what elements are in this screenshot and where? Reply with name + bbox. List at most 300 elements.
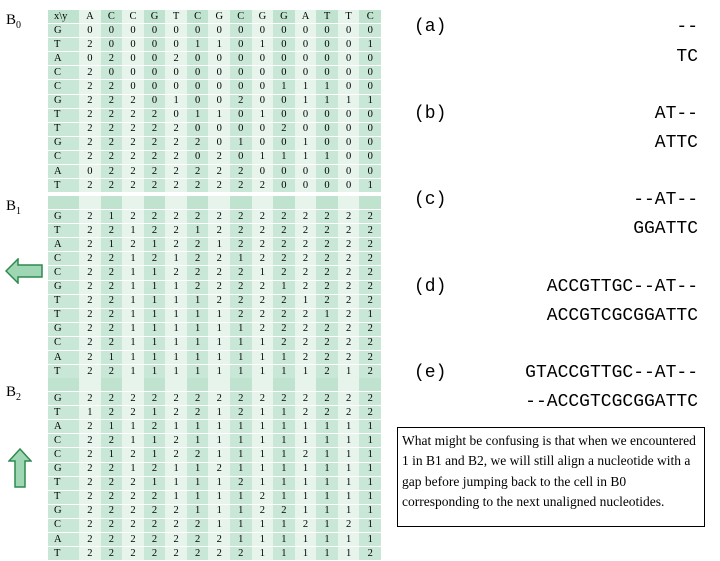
matrix-cell: 0 <box>338 38 360 52</box>
matrix-cell: 0 <box>230 52 252 66</box>
matrix-cell: 1 <box>252 38 274 52</box>
matrix-column-header <box>208 378 230 392</box>
matrix-cell: 0 <box>359 108 381 122</box>
matrix-row <box>48 238 381 252</box>
matrix-cell: 1 <box>295 94 317 108</box>
matrix-cell: 1 <box>208 322 230 336</box>
matrix-cell: 2 <box>101 280 123 294</box>
matrix-cell: 0 <box>295 108 317 122</box>
matrix-cell: 2 <box>165 122 187 136</box>
matrix-cell: 2 <box>338 322 360 336</box>
matrix-cell: 1 <box>208 476 230 490</box>
matrix-cell: 1 <box>252 108 274 122</box>
matrix-cell: 2 <box>338 392 360 406</box>
matrix-cell: 2 <box>187 266 209 280</box>
matrix-cell: 1 <box>273 351 295 365</box>
matrix-cell: 2 <box>208 252 230 266</box>
matrix-cell: 0 <box>338 66 360 80</box>
matrix-cell: 1 <box>338 420 360 434</box>
matrix-cell: 0 <box>144 94 166 108</box>
matrix-row <box>48 547 381 561</box>
matrix-cell: 1 <box>144 448 166 462</box>
matrix-cell: 2 <box>144 136 166 150</box>
matrix-row-header: C <box>48 252 79 266</box>
matrix-cell: 1 <box>144 336 166 350</box>
matrix-cell: 0 <box>165 80 187 94</box>
matrix-cell: 2 <box>316 266 338 280</box>
alignment-b-line1: AT-- <box>654 104 698 124</box>
matrix-cell: 1 <box>316 547 338 561</box>
matrix-cell: 1 <box>359 94 381 108</box>
matrix-cell: 2 <box>122 533 144 547</box>
matrix-cell: 2 <box>295 224 317 238</box>
matrix-cell: 0 <box>208 136 230 150</box>
matrix-column-header <box>187 378 209 392</box>
matrix-cell: 1 <box>316 462 338 476</box>
matrix-cell: 1 <box>252 476 274 490</box>
alignment-d-line1: ACCGTTGC--AT-- <box>546 277 698 297</box>
matrix-cell: 2 <box>316 365 338 379</box>
matrix-cell: 0 <box>338 150 360 164</box>
matrix-column-header <box>122 196 144 210</box>
alignment-b-label: (b) <box>414 104 447 124</box>
matrix-cell: 1 <box>187 351 209 365</box>
matrix-row-header: G <box>48 136 79 150</box>
matrix-cell: 2 <box>79 94 101 108</box>
matrix-cell: 2 <box>101 94 123 108</box>
matrix-cell: 1 <box>273 490 295 504</box>
matrix-cell: 0 <box>295 165 317 179</box>
matrix-row <box>48 406 381 420</box>
matrix-b0-label <box>6 12 21 31</box>
matrix-cell: 1 <box>230 434 252 448</box>
matrix-cell: 1 <box>338 547 360 561</box>
matrix-cell: 2 <box>252 280 274 294</box>
matrix-cell: 1 <box>122 336 144 350</box>
matrix-column-header: G <box>252 10 274 24</box>
matrix-cell: 1 <box>187 490 209 504</box>
matrix-b2-table <box>48 378 381 561</box>
matrix-cell: 0 <box>144 66 166 80</box>
matrix-cell: 0 <box>338 165 360 179</box>
matrix-cell: 0 <box>144 38 166 52</box>
matrix-row <box>48 150 381 164</box>
matrix-cell: 2 <box>165 406 187 420</box>
matrix-corner-cell <box>48 378 79 392</box>
matrix-cell: 1 <box>165 308 187 322</box>
matrix-cell: 1 <box>144 280 166 294</box>
matrix-cell: 0 <box>273 38 295 52</box>
matrix-cell: 2 <box>187 533 209 547</box>
matrix-cell: 2 <box>122 165 144 179</box>
matrix-cell: 2 <box>273 238 295 252</box>
matrix-cell: 2 <box>187 179 209 193</box>
matrix-column-header: C <box>101 10 123 24</box>
matrix-cell: 2 <box>122 490 144 504</box>
matrix-cell: 0 <box>208 122 230 136</box>
matrix-cell: 2 <box>144 150 166 164</box>
matrix-row-header: G <box>48 24 79 38</box>
matrix-cell: 0 <box>316 122 338 136</box>
matrix-row <box>48 266 381 280</box>
matrix-row <box>48 462 381 476</box>
matrix-cell: 2 <box>230 165 252 179</box>
matrix-cell: 1 <box>273 150 295 164</box>
matrix-cell: 2 <box>122 547 144 561</box>
matrix-cell: 2 <box>316 280 338 294</box>
matrix-cell: 1 <box>295 365 317 379</box>
matrix-cell: 1 <box>144 365 166 379</box>
alignment-c-line2: GGATTC <box>633 219 698 239</box>
matrix-cell: 2 <box>144 122 166 136</box>
matrix-cell: 1 <box>252 266 274 280</box>
matrix-cell: 2 <box>144 165 166 179</box>
matrix-row-header: C <box>48 448 79 462</box>
matrix-cell: 1 <box>316 420 338 434</box>
matrix-cell: 2 <box>101 294 123 308</box>
matrix-column-header <box>122 378 144 392</box>
matrix-row-header: G <box>48 210 79 224</box>
matrix-cell: 2 <box>144 490 166 504</box>
matrix-cell: 1 <box>252 420 274 434</box>
matrix-cell: 1 <box>252 406 274 420</box>
matrix-row <box>48 224 381 238</box>
matrix-cell: 0 <box>165 24 187 38</box>
matrix-cell: 2 <box>230 224 252 238</box>
matrix-cell: 0 <box>273 165 295 179</box>
matrix-row-header: A <box>48 533 79 547</box>
matrix-cell: 2 <box>79 294 101 308</box>
matrix-cell: 2 <box>79 420 101 434</box>
matrix-cell: 2 <box>295 351 317 365</box>
matrix-cell: 2 <box>295 252 317 266</box>
matrix-cell: 2 <box>316 210 338 224</box>
matrix-label-sub: 0 <box>16 20 22 31</box>
matrix-cell: 1 <box>252 448 274 462</box>
matrix-row-header: A <box>48 52 79 66</box>
matrix-cell: 2 <box>273 294 295 308</box>
matrix-row <box>48 336 381 350</box>
matrix-cell: 2 <box>273 308 295 322</box>
matrix-cell: 1 <box>165 351 187 365</box>
matrix-cell: 1 <box>273 518 295 532</box>
matrix-column-header <box>230 378 252 392</box>
matrix-cell: 2 <box>208 280 230 294</box>
matrix-row <box>48 308 381 322</box>
matrix-cell: 2 <box>359 224 381 238</box>
matrix-cell: 1 <box>273 462 295 476</box>
matrix-cell: 0 <box>165 38 187 52</box>
matrix-cell: 2 <box>165 179 187 193</box>
matrix-cell: 1 <box>359 533 381 547</box>
matrix-cell: 0 <box>316 66 338 80</box>
matrix-cell: 0 <box>359 52 381 66</box>
matrix-cell: 1 <box>295 150 317 164</box>
matrix-cell: 2 <box>359 280 381 294</box>
matrix-row-header: C <box>48 266 79 280</box>
matrix-cell: 2 <box>230 406 252 420</box>
matrix-cell: 2 <box>316 322 338 336</box>
matrix-cell: 1 <box>165 94 187 108</box>
matrix-cell: 0 <box>359 136 381 150</box>
matrix-cell: 1 <box>187 294 209 308</box>
matrix-cell: 1 <box>316 490 338 504</box>
matrix-cell: 2 <box>187 406 209 420</box>
matrix-cell: 2 <box>122 94 144 108</box>
matrix-cell: 0 <box>101 24 123 38</box>
matrix-cell: 2 <box>144 108 166 122</box>
matrix-cell: 2 <box>252 224 274 238</box>
matrix-row <box>48 351 381 365</box>
matrix-column-header: G <box>273 10 295 24</box>
matrix-cell: 1 <box>338 434 360 448</box>
matrix-row <box>48 210 381 224</box>
matrix-column-header <box>359 378 381 392</box>
matrix-column-header <box>230 196 252 210</box>
matrix-cell: 0 <box>101 38 123 52</box>
matrix-row-header: T <box>48 224 79 238</box>
matrix-row-header: C <box>48 80 79 94</box>
matrix-cell: 2 <box>187 165 209 179</box>
matrix-cell: 1 <box>144 294 166 308</box>
matrix-cell: 2 <box>101 322 123 336</box>
matrix-cell: 2 <box>338 210 360 224</box>
matrix-cell: 2 <box>187 448 209 462</box>
matrix-cell: 1 <box>359 179 381 193</box>
matrix-cell: 0 <box>295 52 317 66</box>
matrix-cell: 1 <box>230 448 252 462</box>
matrix-column-header: T <box>338 10 360 24</box>
matrix-cell: 1 <box>359 434 381 448</box>
matrix-cell: 2 <box>79 210 101 224</box>
matrix-cell: 1 <box>144 308 166 322</box>
matrix-cell: 0 <box>252 136 274 150</box>
matrix-cell: 0 <box>208 52 230 66</box>
matrix-cell: 2 <box>79 476 101 490</box>
matrix-cell: 2 <box>79 336 101 350</box>
matrix-cell: 1 <box>208 406 230 420</box>
matrix-cell: 1 <box>338 365 360 379</box>
matrix-cell: 2 <box>101 392 123 406</box>
matrix-cell: 2 <box>101 476 123 490</box>
matrix-row <box>48 420 381 434</box>
matrix-cell: 1 <box>295 533 317 547</box>
matrix-cell: 2 <box>338 238 360 252</box>
matrix-column-header <box>79 196 101 210</box>
matrix-cell: 0 <box>208 66 230 80</box>
matrix-cell: 1 <box>252 351 274 365</box>
matrix-cell: 1 <box>230 336 252 350</box>
matrix-cell: 2 <box>79 266 101 280</box>
matrix-cell: 1 <box>252 462 274 476</box>
matrix-cell: 2 <box>79 308 101 322</box>
matrix-cell: 1 <box>316 80 338 94</box>
alignment-c-label: (c) <box>414 190 447 210</box>
matrix-row <box>48 476 381 490</box>
matrix-row-header: T <box>48 108 79 122</box>
matrix-row <box>48 122 381 136</box>
matrix-cell: 2 <box>79 108 101 122</box>
matrix-b1-label <box>6 198 21 217</box>
matrix-cell: 2 <box>230 294 252 308</box>
matrix-cell: 1 <box>208 38 230 52</box>
matrix-cell: 0 <box>273 136 295 150</box>
matrix-cell: 1 <box>230 518 252 532</box>
matrix-label-letter: B <box>6 384 17 400</box>
matrix-cell: 0 <box>359 80 381 94</box>
matrix-cell: 2 <box>101 52 123 66</box>
matrix-cell: 1 <box>187 434 209 448</box>
matrix-cell: 2 <box>273 224 295 238</box>
matrix-cell: 2 <box>273 252 295 266</box>
matrix-row-header: G <box>48 504 79 518</box>
matrix-cell: 0 <box>338 108 360 122</box>
matrix-corner-cell: x\y <box>48 10 79 24</box>
matrix-cell: 2 <box>273 210 295 224</box>
matrix-cell: 1 <box>165 336 187 350</box>
matrix-cell: 1 <box>187 462 209 476</box>
matrix-row-header: T <box>48 179 79 193</box>
matrix-cell: 2 <box>122 448 144 462</box>
matrix-cell: 0 <box>316 108 338 122</box>
matrix-cell: 2 <box>165 52 187 66</box>
matrix-cell: 1 <box>295 136 317 150</box>
matrix-cell: 0 <box>252 66 274 80</box>
matrix-row-header: T <box>48 308 79 322</box>
matrix-row <box>48 252 381 266</box>
matrix-b1-table <box>48 196 381 379</box>
matrix-cell: 1 <box>273 533 295 547</box>
matrix-cell: 0 <box>144 80 166 94</box>
matrix-cell: 2 <box>338 224 360 238</box>
matrix-row <box>48 280 381 294</box>
matrix-cell: 1 <box>144 406 166 420</box>
matrix-cell: 2 <box>165 136 187 150</box>
matrix-b2-label <box>6 384 21 403</box>
matrix-row-header: T <box>48 294 79 308</box>
matrix-row-header: C <box>48 434 79 448</box>
matrix-cell: 1 <box>101 210 123 224</box>
matrix-cell: 2 <box>165 392 187 406</box>
matrix-cell: 2 <box>165 504 187 518</box>
matrix-cell: 1 <box>295 547 317 561</box>
matrix-cell: 2 <box>144 533 166 547</box>
matrix-cell: 1 <box>273 434 295 448</box>
matrix-cell: 0 <box>273 66 295 80</box>
matrix-cell: 1 <box>187 365 209 379</box>
matrix-cell: 2 <box>230 392 252 406</box>
matrix-cell: 1 <box>316 504 338 518</box>
matrix-cell: 2 <box>359 547 381 561</box>
matrix-cell: 1 <box>295 294 317 308</box>
matrix-cell: 1 <box>295 80 317 94</box>
matrix-row-header: C <box>48 518 79 532</box>
matrix-cell: 2 <box>122 518 144 532</box>
alignment-a-label: (a) <box>414 17 447 37</box>
matrix-cell: 1 <box>208 490 230 504</box>
matrix-cell: 1 <box>208 365 230 379</box>
matrix-cell: 0 <box>359 66 381 80</box>
matrix-cell: 2 <box>208 224 230 238</box>
matrix-cell: 1 <box>295 490 317 504</box>
matrix-cell: 0 <box>316 52 338 66</box>
matrix-cell: 0 <box>122 66 144 80</box>
matrix-cell: 2 <box>316 406 338 420</box>
matrix-cell: 1 <box>122 462 144 476</box>
matrix-cell: 1 <box>165 490 187 504</box>
matrix-column-header <box>316 196 338 210</box>
matrix-cell: 0 <box>295 24 317 38</box>
matrix-cell: 0 <box>144 52 166 66</box>
matrix-cell: 1 <box>208 504 230 518</box>
matrix-cell: 2 <box>79 533 101 547</box>
matrix-cell: 2 <box>79 238 101 252</box>
matrix-cell: 2 <box>79 80 101 94</box>
matrix-header-row <box>48 196 381 210</box>
matrix-cell: 2 <box>295 518 317 532</box>
matrix-cell: 0 <box>273 24 295 38</box>
matrix-cell: 2 <box>295 448 317 462</box>
matrix-cell: 1 <box>187 476 209 490</box>
matrix-cell: 1 <box>187 38 209 52</box>
matrix-cell: 0 <box>187 24 209 38</box>
matrix-cell: 2 <box>359 406 381 420</box>
matrix-cell: 1 <box>165 252 187 266</box>
matrix-cell: 2 <box>101 80 123 94</box>
matrix-column-header: G <box>144 10 166 24</box>
matrix-cell: 2 <box>165 210 187 224</box>
matrix-cell: 0 <box>273 52 295 66</box>
matrix-cell: 0 <box>316 179 338 193</box>
left-arrow-icon <box>5 258 43 284</box>
matrix-cell: 2 <box>122 136 144 150</box>
matrix-row-header: A <box>48 351 79 365</box>
matrix-column-header: C <box>187 10 209 24</box>
matrix-cell: 2 <box>187 210 209 224</box>
matrix-cell: 0 <box>187 122 209 136</box>
matrix-cell: 0 <box>230 66 252 80</box>
alignment-d-label: (d) <box>414 277 447 297</box>
matrix-cell: 1 <box>187 504 209 518</box>
alignment-e-line1: GTACCGTTGC--AT-- <box>525 363 698 383</box>
matrix-cell: 2 <box>208 533 230 547</box>
matrix-cell: 1 <box>144 476 166 490</box>
matrix-row-header: T <box>48 365 79 379</box>
matrix-cell: 1 <box>165 322 187 336</box>
matrix-cell: 2 <box>122 150 144 164</box>
matrix-cell: 2 <box>208 294 230 308</box>
matrix-column-header <box>165 378 187 392</box>
matrix-cell: 1 <box>122 420 144 434</box>
matrix-column-header: C <box>359 10 381 24</box>
matrix-cell: 2 <box>122 179 144 193</box>
matrix-column-header <box>165 196 187 210</box>
matrix-cell: 2 <box>101 252 123 266</box>
matrix-row <box>48 434 381 448</box>
matrix-cell: 2 <box>101 122 123 136</box>
matrix-cell: 2 <box>230 238 252 252</box>
matrix-cell: 0 <box>273 94 295 108</box>
matrix-cell: 2 <box>359 210 381 224</box>
matrix-cell: 0 <box>208 94 230 108</box>
matrix-cell: 1 <box>273 476 295 490</box>
matrix-cell: 1 <box>359 448 381 462</box>
alignment-e-label: (e) <box>414 363 447 383</box>
matrix-row-header: G <box>48 94 79 108</box>
matrix-cell: 2 <box>230 94 252 108</box>
matrix-cell: 2 <box>165 434 187 448</box>
matrix-row <box>48 108 381 122</box>
